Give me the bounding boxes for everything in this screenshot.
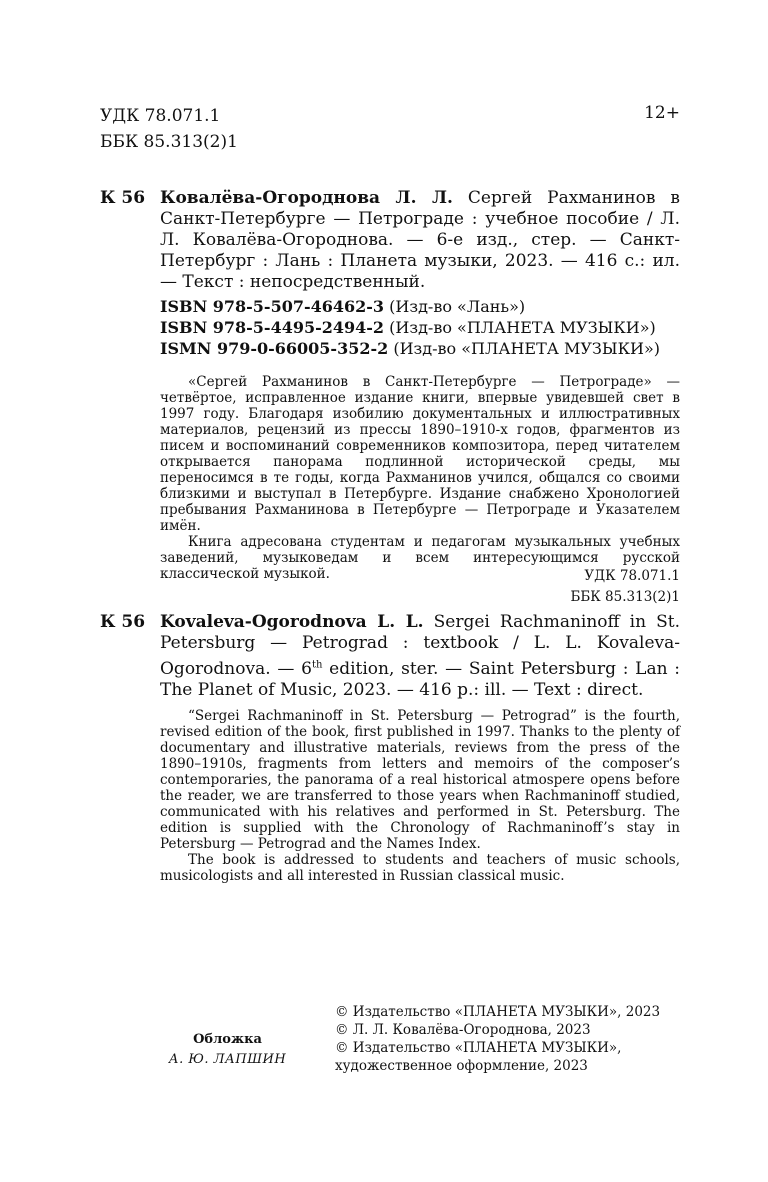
isbn-publisher: (Изд-во «ПЛАНЕТА МУЗЫКИ») [389,318,656,337]
cover-credit [160,1030,295,1070]
en-annotation-paragraph: The book is addressed to students and teachers of music schools, musicologists and all interested in Russian classical music. [160,852,680,884]
isbn-code: ISBN 978-5-507-46462-3 [160,297,385,316]
ismn-publisher: (Изд-во «ПЛАНЕТА МУЗЫКИ») [393,339,660,358]
en-signature: К 56 [100,612,146,632]
ru-annotation [160,374,680,582]
en-bibliographic-entry [160,612,680,701]
en-description: Sergei Rachmaninoff in St. Petersburg — Petrograd : textbook / L. L. Kovaleva-Ogorodnova. — 6th edition, ster. — Saint Petersburg : Lan : The Planet of Music, 2023. — 416 p.: ill. — Text : direct. [160,612,681,700]
copyright-line: © Издательство «ПЛАНЕТА МУЗЫКИ», 2023 [335,1004,661,1020]
ru-annotation-paragraph: Книга адресована студентам и педагогам музыкальных учебных заведений, музыковедам и всем интересующимся русской классической музыкой. [160,534,680,582]
udk-code: УДК 78.071.1 [100,106,221,126]
header-codes [100,103,238,155]
isbn-code: ISBN 978-5-4495-2494-2 [160,318,385,337]
ru-signature: К 56 [100,188,146,208]
bbk-code: ББК 85.313(2)1 [570,589,680,605]
ru-isbn-list [160,296,700,359]
copyright-line: © Издательство «ПЛАНЕТА МУЗЫКИ», художественное оформление, 2023 [335,1040,622,1074]
ru-author: Ковалёва-Огороднова Л. Л. [160,188,453,208]
bbk-code: ББК 85.313(2)1 [100,132,238,152]
en-annotation [160,708,680,884]
ru-description: Сергей Рахманинов в Санкт-Петербурге — Петрограде : учебное пособие / Л. Л. Ковалёва-Огороднова. — 6-е изд., стер. — Санкт-Петербург : Лань : Планета музыки, 2023. — 416 с.: ил. — Текст : непосредственный. [160,188,681,292]
cover-label: Обложка [193,1032,262,1047]
isbn-publisher: (Изд-во «Лань») [389,297,526,316]
copyright-block [335,1003,680,1075]
ismn-line [160,338,700,359]
en-annotation-paragraph: “Sergei Rachmaninoff in St. Petersburg — Petrograd” is the fourth, revised edition of the book, first published in 1997. Thanks to the plenty of documentary and illustrative materials, reviews from the press of the 1890–1910s, fragments from letters and memoirs of the composer’s contemporaries, the panorama of a real historical atmospere opens before the reader, we are transferred to those years when Rachmaninoff studied, communicated with his relatives and performed in St. Petersburg. The edition is supplied with the Chronology of Rachmaninoff’s stay in Petersburg — Petrograd and the Names Index. [160,708,680,852]
isbn-line [160,296,700,317]
isbn-line [160,317,700,338]
ru-bibliographic-entry [160,188,680,293]
copyright-line: © Л. Л. Ковалёва-Огороднова, 2023 [335,1022,591,1038]
age-rating: 12+ [644,103,680,123]
cover-artist: А. Ю. ЛАПШИН [168,1052,287,1067]
en-author: Kovaleva-Ogorodnova L. L. [160,612,424,632]
ru-annotation-paragraph: «Сергей Рахманинов в Санкт-Петербурге — Петрограде» — четвёртое, исправленное издание книги, впервые увидевшей свет в 1997 году. Благодаря изобилию документальных и иллюстративных материалов, рецензий из прессы 1890–1910-х годов, фрагментов из писем и воспоминаний современников композитора, перед читателем открывается панорама подлинной исторической среды, мы переносимся в те годы, когда Рахманинов учился, общался со своими близкими и выступал в Петербурге. Издание снабжено Хронологией пребывания Рахманинова в Петербурге — Петрограде и Указателем имён. [160,374,680,534]
udk-code: УДК 78.071.1 [584,568,680,584]
ru-classification [570,566,680,608]
ismn-code: ISMN 979-0-66005-352-2 [160,339,389,358]
